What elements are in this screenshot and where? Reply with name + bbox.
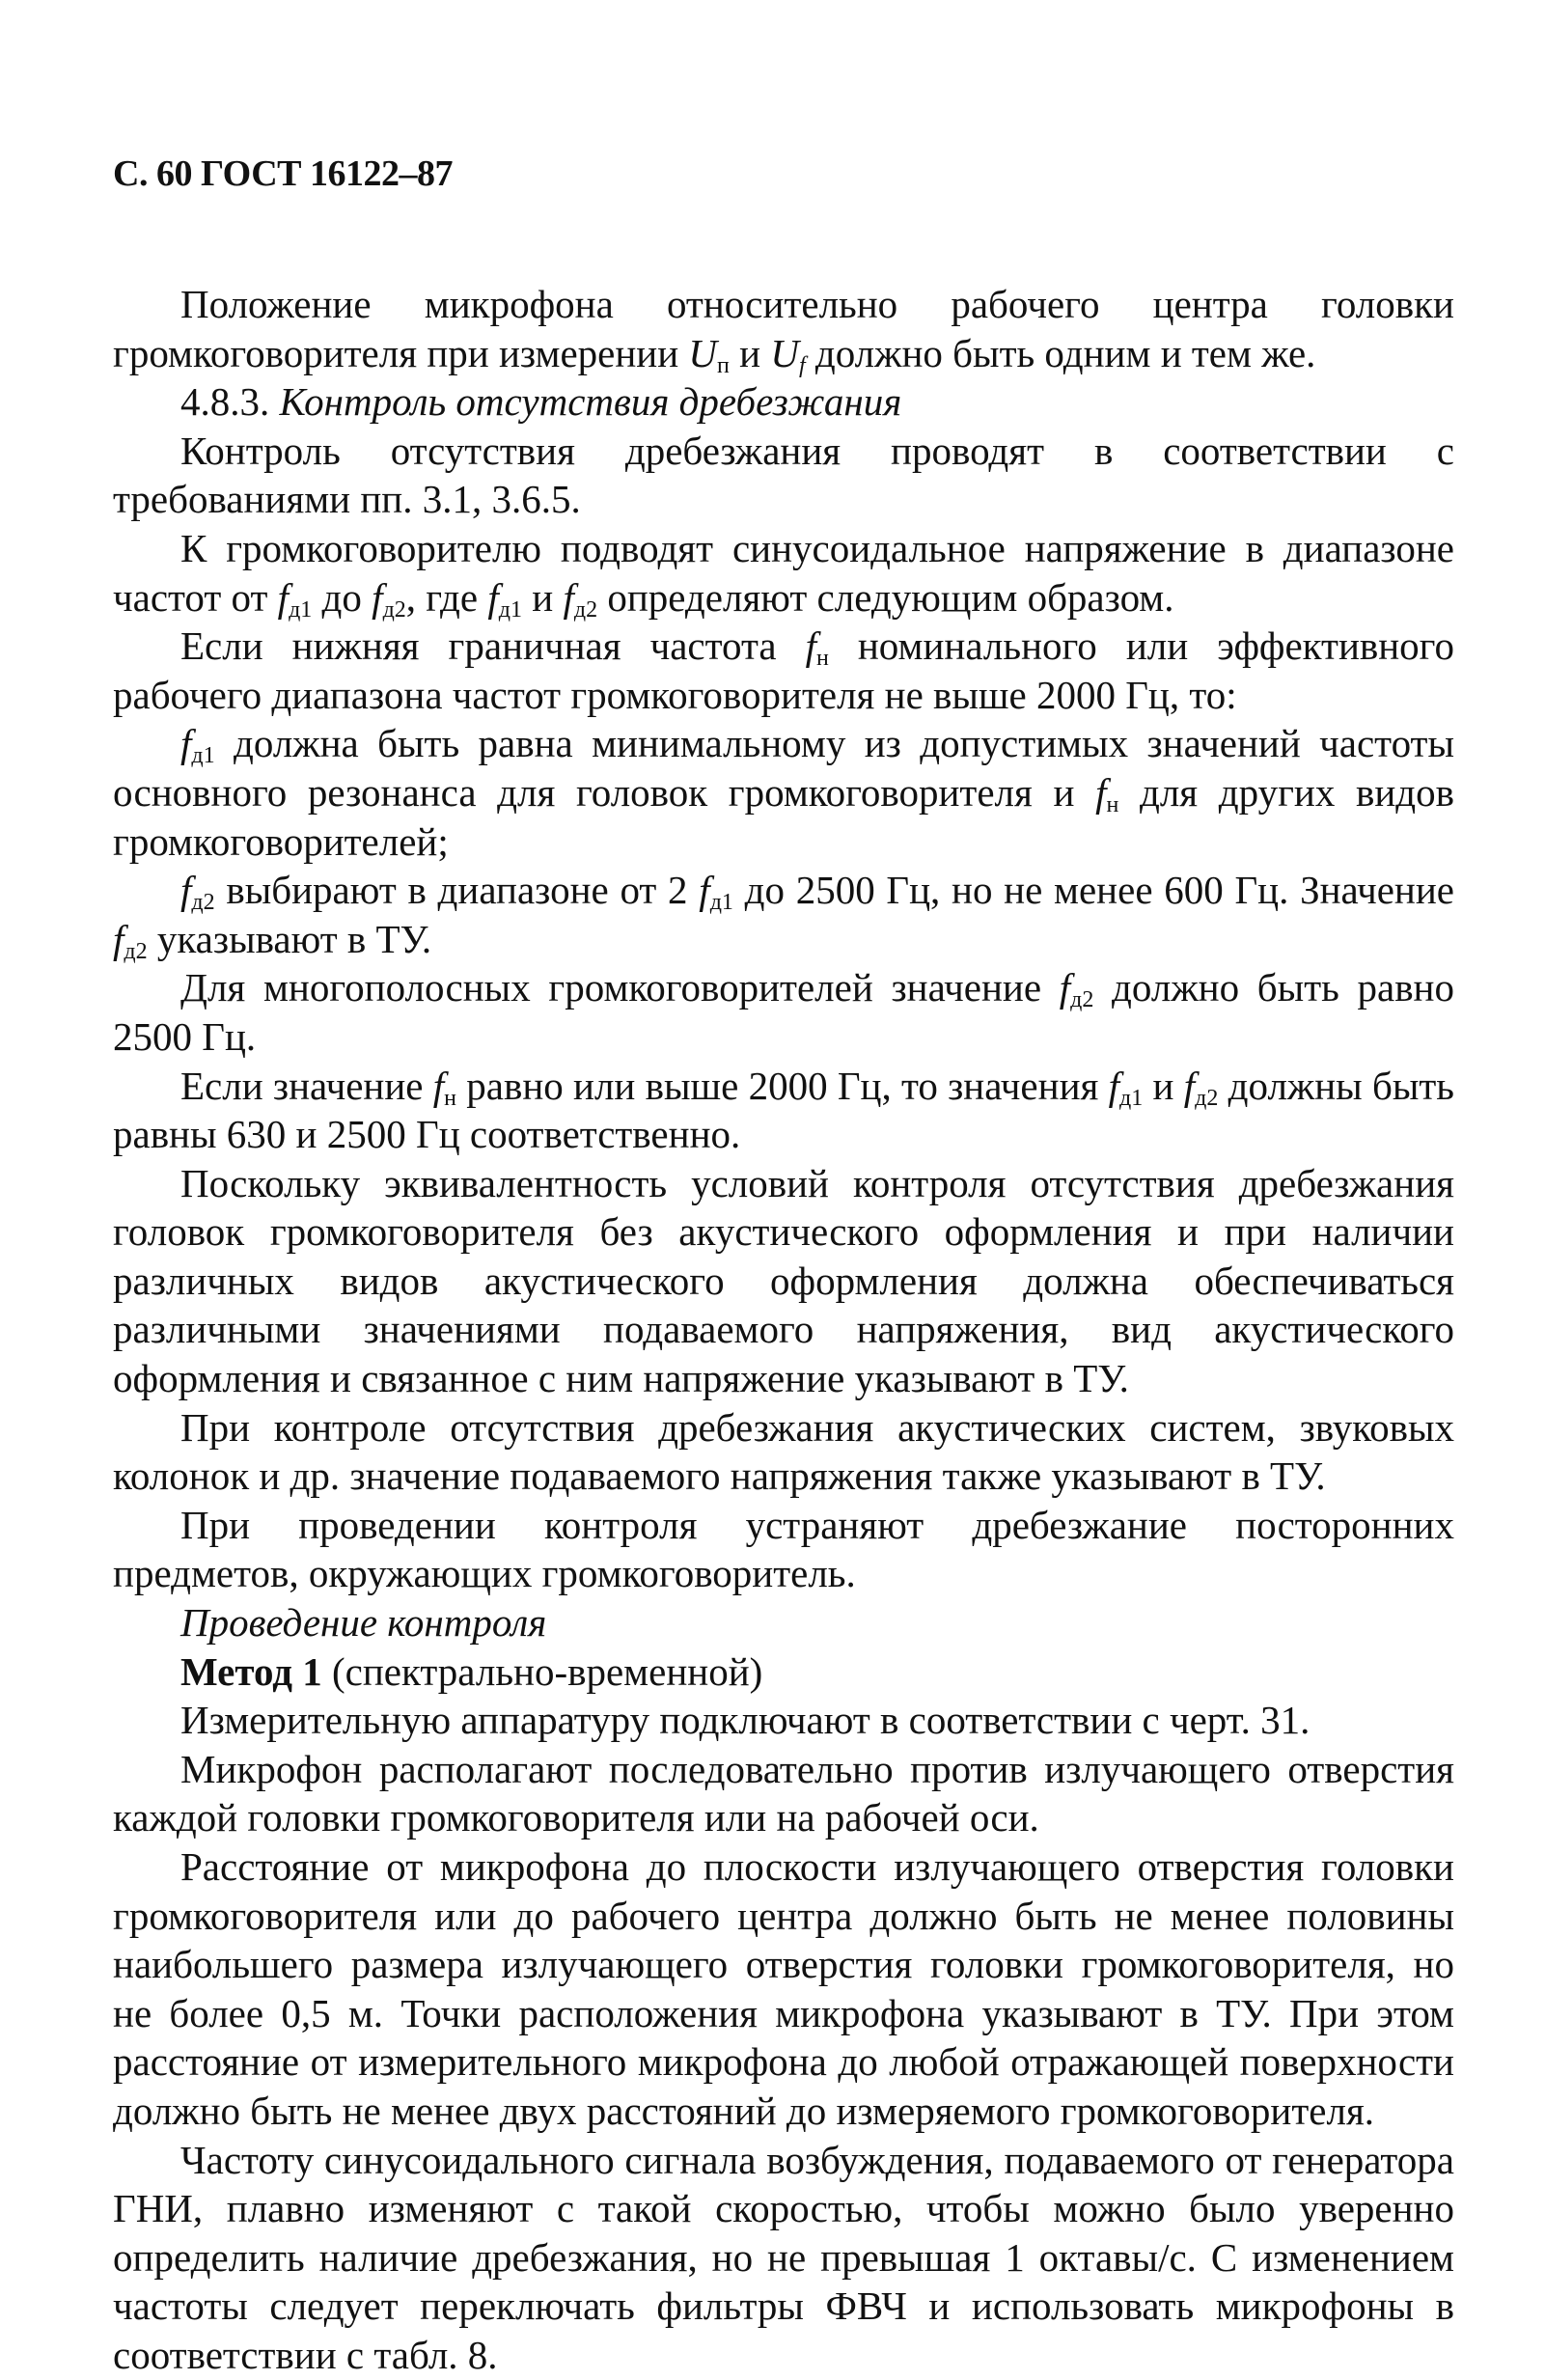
- paragraph-requirements: Контроль отсутствия дребезжания проводят в соответствии с требованиями пп. 3.1, 3.6.5.: [113, 428, 1454, 522]
- paragraph-speaker-systems: При контроле отсутствия дребезжания акустических систем, звуковых колонок и др. значение подаваемого напряжения также указывают в ТУ.: [113, 1404, 1454, 1499]
- paragraph-lower-frequency: Если нижняя граничная частота $f_н$ номинального или эффективного рабочего диапазона частот громкоговорителя не выше 2000 Гц, то:: [113, 623, 1454, 717]
- paragraph-microphone-placement: Микрофон располагают последовательно против излучающего отверстия каждой головки громкоговорителя или на рабочей оси.: [113, 1746, 1454, 1840]
- page-header: С. 60 ГОСТ 16122–87: [113, 153, 453, 194]
- paragraph-frequency-sweep: Частоту синусоидального сигнала возбуждения, подаваемого от генератора ГНИ, плавно изменяют с такой скоростью, чтобы можно было уверенно определить наличие дребезжания, но не превышая 1 октавы/с. С изменением частоты следует переключать фильтры ФВЧ и использовать микрофоны в соответствии с табл. 8.: [113, 2137, 1454, 2377]
- section-heading-4-8-3: 4.8.3. Контроль отсутствия дребезжания: [180, 379, 902, 425]
- paragraph-method-1: Метод 1 (спектрально-временной): [180, 1648, 763, 1694]
- paragraph-high-fn: Если значение $f_н$ равно или выше 2000 Гц, то значения $f_{д1}$ и $f_{д2}$ должны быть равны 630 и 2500 Гц соответственно.: [113, 1063, 1454, 1157]
- paragraph-fd1-definition: $f_{д1}$ должна быть равна минимальному из допустимых значений частоты основного резонанса для головок громкоговорителя и $f_н$ для других видов громкоговорителей;: [113, 721, 1454, 864]
- subheading-test-procedure: Проведение контроля: [180, 1600, 547, 1646]
- paragraph-microphone-position: Положение микрофона относительно рабочего центра головки громкоговорителя при измерении $U_п$ и $U_f$ должно быть одним и тем же.: [113, 282, 1454, 378]
- paragraph-equipment: Измерительную аппаратуру подключают в соответствии с черт. 31.: [180, 1698, 1310, 1743]
- paragraph-voltage-range: К громкоговорителю подводят синусоидальное напряжение в диапазоне частот от $f_{д1}$ до $f_{д2}$, где $f_{д1}$ и $f_{д2}$ определяют следующим образом.: [113, 525, 1454, 623]
- paragraph-foreign-objects: При проведении контроля устраняют дребезжание посторонних предметов, окружающих громкоговоритель.: [113, 1502, 1454, 1596]
- paragraph-equivalence: Поскольку эквивалентность условий контроля отсутствия дребезжания головок громкоговорителя без акустического оформления и при наличии различных видов акустического оформления должна обеспечиваться различными значениями подаваемого напряжения, вид акустического оформления и связанное с ним напряжение указывают в ТУ.: [113, 1160, 1454, 1401]
- document-body: [113, 280, 1454, 2380]
- paragraph-distance: Расстояние от микрофона до плоскости излучающего отверстия головки громкоговорителя или до рабочего центра должно быть не менее половины наибольшего размера излучающего отверстия головки громкоговорителя, но не более 0,5 м. Точки расположения микрофона указывают в ТУ. При этом расстояние от измерительного микрофона до любой отражающей поверхности должно быть не менее двух расстояний до измеряемого громкоговорителя.: [113, 1844, 1454, 2133]
- paragraph-multiband: Для многополосных громкоговорителей значение $f_{д2}$ должно быть равно 2500 Гц.: [113, 965, 1454, 1059]
- paragraph-fd2-definition: $f_{д2}$ выбирают в диапазоне от 2 $f_{д1}$ до 2500 Гц, но не менее 600 Гц. Значение $f_{д2}$ указывают в ТУ.: [113, 868, 1455, 964]
